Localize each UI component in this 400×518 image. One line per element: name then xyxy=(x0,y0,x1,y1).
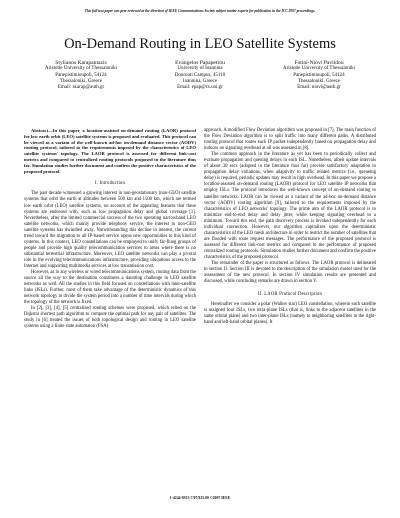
author-name: Fotini-Niovi Pavlidou xyxy=(294,60,344,66)
body-paragraph: approach. A modified Flow Deviation algorithm was proposed in [7]. The main function of the Flow Deviation algorithm is to split traffic into many different paths. A distributed routing protocol that routes each IP packet independently based on propagation delay and induces no signaling overhead at all was assessed in [8]. xyxy=(204,128,376,152)
author-3 xyxy=(260,60,378,91)
body-paragraph: The remainder of the paper is structured as follows. The LAOR protocol is delineated in section II. Section III is devoted to the description of the simulation model used for the assessment of the new protocol. In section IV simulation results are presented and discussed, while concluding remarks are drawn in section V. xyxy=(204,261,376,285)
body-paragraph: In [2], [3], [4], [5] centralized routing schemes were proposed, which relied on the Dijkstra shortest path algorithm to compute the optimal path for any pair of satellites. The study in [6] treated the issues of both topological design and routing in LEO satellite systems using a finite state automaton (FSA) xyxy=(24,306,196,330)
author-block xyxy=(22,60,378,91)
right-column xyxy=(204,128,376,326)
left-column xyxy=(24,128,196,331)
author-affiliation: University of Ioannina xyxy=(177,66,223,72)
peer-review-note: This full text paper was peer reviewed at the direction of IEEE Communications Society subject matter experts for publication in the ICC 2007 proceedings. xyxy=(84,9,316,13)
author-address: Panepistimioupoli, 54124 xyxy=(55,72,107,78)
paper-title: On-Demand Routing in LEO Satellite Systems xyxy=(64,36,336,52)
body-paragraph: The past decade witnessed a growing interest in non-geostationary (non-GEO) satellite systems that orbit the earth at altitudes between 500 km and 1500 km, which are termed low earth orbit (LEO) satellite systems, on account of the appealing features that these systems are endowed with, such as low propagation delay and global coverage [1]. Nevertheless, after the limited commercial success of the two operating narrowband LEO satellite networks, which mainly provide telephony service, the interest in non-GEO satellite systems has dwindled away. Notwithstanding this decline in interest, the current trend toward the migration to all IP-based service opens new opportunities to this kind of systems. In this context, LEO constellations can be employed to unify far-flung groups of people and provide high quality telecommunication services to areas where there is no substantial terrestrial infrastructure. Moreover, LEO satellite networks can play a pivotal role in the evolving telecommunications infrastructure, providing ubiquitous access to the Internet and supporting multimedia services at low transmission cost. xyxy=(24,191,196,269)
author-affiliation: Aristotle University of Thessaloniki xyxy=(283,66,355,72)
section-2-heading: II. LAOR Protocol Description xyxy=(257,292,323,298)
body-paragraph: The common approach in the literature as yet has been to periodically collect and evaluate propagation and queuing delays in each ISL. Nonetheless, albeit update intervals of about 30 secs (adopted in the literature thus far) provide satisfactory adaptation to propagation delay variations, when adaptivity to traffic related metrics (i.e., queueing delay) is required, periodic updates may result in high overhead. In this paper we propose a location-assisted on-demand routing (LAOR) protocol for LEO satellite IP networks that employ ISLs. The protocol introduces the well-known concept of on-demand routing to satellite networks. LAOR can be viewed as a variant of the ad-hoc on-demand distance vector (AODV) routing algorithm [9], tailored to the requirements imposed by the characteristics of LEO networks' topology. The prime aim of the LAOR protocol is to minimize end-to-end delay and delay jitter, while keeping signaling overhead to a minimum. Toward this end, the path discovery process is invoked independently for each individual connection. However, our algorithm capitalizes upon the deterministic characteristics of the LEO mesh architecture in order to restrict the number of satellites that are flooded with route request messages. The performance of the proposed protocol is assessed for different link-cost metrics and compared to the performance of proposed centralized routing protocols. Simulation studies further document and confirm the positive characteristics of the proposed protocol. xyxy=(204,152,376,260)
abstract: Abstract—In this paper, a location-assisted on-demand routing (LAOR) protocol for low earth orbit (LEO) satellite systems is proposed and evaluated. This protocol can be viewed as a variant of the well-known ad-hoc on-demand distance vector (AODV) routing protocol, tailored to the requirements imposed by the characteristics of LEO satellite systems' topology. The LAOR protocol is assessed for different link-cost metrics and compared to centralized routing protocols proposed in the literature thus far. Simulation studies further document and confirm the positive characteristics of the proposed protocol. xyxy=(24,128,196,174)
author-affiliation: Aristotle University of Thessaloniki xyxy=(45,66,117,72)
author-name: Evangelos Papapetrou xyxy=(175,60,225,66)
copyright-footer: 1-4244-0353-7/07/$25.00 ©2007 IEEE xyxy=(169,496,231,500)
author-address: Dourouti Campus, 45110 xyxy=(174,72,226,78)
body-paragraph: However, as in any wireless or wired telecommunications system, routing data from the source all the way to the destination constitutes a daunting challenge in LEO satellite networks as well. All the studies in this field focused on constellations with inter-satellite links (ISLs). Further, most of them take advantage of the deterministic dynamics of this network topology to divide the system period into a number of time intervals during which the topology of the network is fixed. xyxy=(24,270,196,306)
author-2 xyxy=(141,60,259,91)
author-country: Thessaloniki, Greece xyxy=(59,78,103,84)
section-1-heading: I. Introduction xyxy=(94,181,126,187)
body-paragraph: Hereinafter we consider a polar (Walker star) LEO constellation, wherein each satellite is assigned four ISLs, two intra-plane ISLs (that is, links to the adjacent satellites in the same orbital plane) and two inter-plane ISLs (namely to neighboring satellites in the right-hand and left-hand orbital planes). It xyxy=(204,302,376,326)
author-email: Email: epap@cs.uoi.gr xyxy=(177,85,223,91)
author-address: Panepistimioupoli, 54124 xyxy=(293,72,345,78)
author-1 xyxy=(22,60,140,91)
author-name: Stylianos Karapantazis xyxy=(55,60,107,66)
author-email: Email: skarap@auth.gr xyxy=(57,85,105,91)
author-country: Ioannina, Greece xyxy=(182,78,218,84)
author-email: Email: niovi@auth.gr xyxy=(297,85,341,91)
author-country: Thessaloniki, Greece xyxy=(297,78,341,84)
